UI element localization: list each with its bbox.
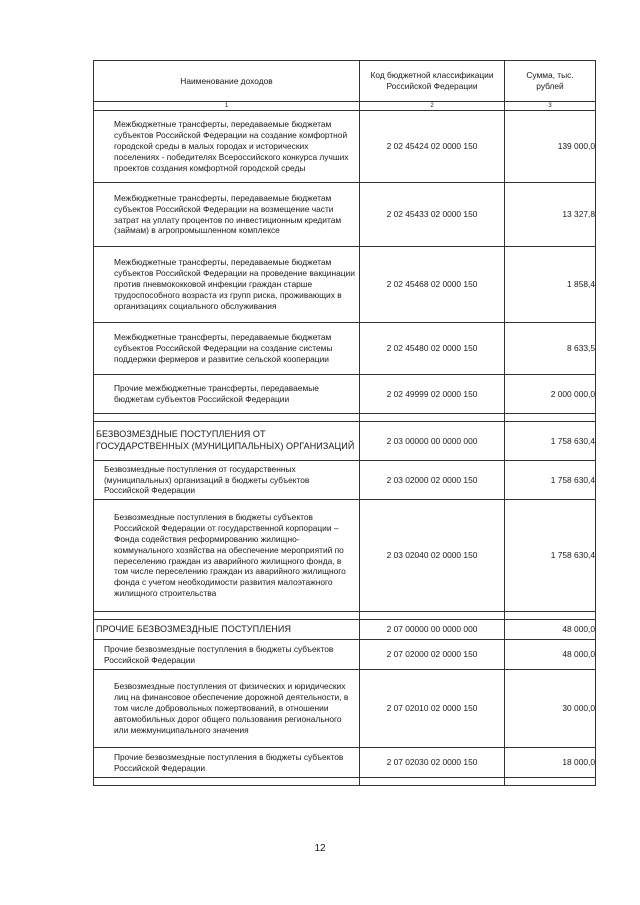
row-name: Безвозмездные поступления от государственных (муниципальных) организаций в бюджеты субъектов Российской Федерации: [94, 461, 360, 500]
page-number: 12: [314, 843, 326, 854]
table-row: [94, 748, 596, 778]
table-row: [94, 461, 596, 500]
row-sum: 18 000,0: [505, 748, 596, 778]
header-name: Наименование доходов: [94, 61, 360, 102]
row-code: 2 07 00000 00 0000 000: [360, 620, 505, 640]
revenue-table: [93, 60, 596, 786]
table-row: [94, 670, 596, 748]
table-row: [94, 620, 596, 640]
table-header-row: [94, 61, 596, 102]
row-code: 2 07 02000 02 0000 150: [360, 640, 505, 670]
row-code: 2 03 02040 02 0000 150: [360, 500, 505, 612]
row-name: Прочие межбюджетные трансферты, передаваемые бюджетам субъектов Российской Федерации: [94, 375, 360, 414]
row-sum: 1 758 630,4: [505, 500, 596, 612]
row-code: 2 02 45468 02 0000 150: [360, 247, 505, 323]
row-code: 2 02 45480 02 0000 150: [360, 323, 505, 375]
table-row: [94, 422, 596, 461]
column-number-row: [94, 102, 596, 111]
row-code: 2 03 02000 02 0000 150: [360, 461, 505, 500]
table-row: [94, 111, 596, 183]
row-name: ПРОЧИЕ БЕЗВОЗМЕЗДНЫЕ ПОСТУПЛЕНИЯ: [94, 620, 360, 640]
spacer-row: [94, 612, 596, 620]
row-code: 2 07 02010 02 0000 150: [360, 670, 505, 748]
header-code: Код бюджетной классификации Российской Федерации: [360, 61, 505, 102]
row-name: Прочие безвозмездные поступления в бюджеты субъектов Российской Федерации: [94, 640, 360, 670]
row-code: 2 02 45424 02 0000 150: [360, 111, 505, 183]
row-sum: 1 858,4: [505, 247, 596, 323]
row-sum: 2 000 000,0: [505, 375, 596, 414]
row-name: Межбюджетные трансферты, передаваемые бюджетам субъектов Российской Федерации на возмещение части затрат на уплату процентов по инвестиционным кредитам (займам) в агропромышленном комплексе: [94, 183, 360, 247]
column-number: 1: [94, 102, 360, 111]
row-code: 2 02 45433 02 0000 150: [360, 183, 505, 247]
row-name: Межбюджетные трансферты, передаваемые бюджетам субъектов Российской Федерации на создание системы поддержки фермеров и развитие сельской кооперации: [94, 323, 360, 375]
spacer-row: [94, 778, 596, 786]
row-name: Безвозмездные поступления от физических и юридических лиц на финансовое обеспечение дорожной деятельности, в том числе добровольных пожертвований, в отношении автомобильных дорог общего пользования регионального или межмуниципального значения: [94, 670, 360, 748]
row-sum: 1 758 630,4: [505, 461, 596, 500]
row-sum: 48 000,0: [505, 620, 596, 640]
table-row: [94, 375, 596, 414]
row-name: Прочие безвозмездные поступления в бюджеты субъектов Российской Федерации: [94, 748, 360, 778]
table-row: [94, 323, 596, 375]
table-row: [94, 500, 596, 612]
column-number: 3: [505, 102, 596, 111]
column-number: 2: [360, 102, 505, 111]
row-sum: 139 000,0: [505, 111, 596, 183]
row-name: Безвозмездные поступления в бюджеты субъектов Российской Федерации от государственной корпорации – Фонда содействия реформированию жилищно-коммунального хозяйства на обеспечение мероприятий по переселению граждан из аварийного жилищного фонда, в том числе переселению граждан из аварийного жилищного фонда с учетом необходимости развития малоэтажного жилищного строительства: [94, 500, 360, 612]
spacer-row: [94, 414, 596, 422]
row-code: 2 07 02030 02 0000 150: [360, 748, 505, 778]
table-row: [94, 247, 596, 323]
row-name: БЕЗВОЗМЕЗДНЫЕ ПОСТУПЛЕНИЯ ОТ ГОСУДАРСТВЕННЫХ (МУНИЦИПАЛЬНЫХ) ОРГАНИЗАЦИЙ: [94, 422, 360, 461]
row-sum: 1 758 630,4: [505, 422, 596, 461]
table-row: [94, 183, 596, 247]
row-code: 2 02 49999 02 0000 150: [360, 375, 505, 414]
row-sum: 8 633,5: [505, 323, 596, 375]
row-sum: 13 327,8: [505, 183, 596, 247]
row-sum: 30 000,0: [505, 670, 596, 748]
row-name: Межбюджетные трансферты, передаваемые бюджетам субъектов Российской Федерации на создание комфортной городской среды в малых городах и исторических поселениях - победителях Всероссийского конкурса лучших проектов создания комфортной городской среды: [94, 111, 360, 183]
header-sum: Сумма, тыс. рублей: [505, 61, 596, 102]
row-code: 2 03 00000 00 0000 000: [360, 422, 505, 461]
row-name: Межбюджетные трансферты, передаваемые бюджетам субъектов Российской Федерации на проведение вакцинации против пневмококковой инфекции граждан старше трудоспособного возраста из групп риска, проживающих в организациях социального обслуживания: [94, 247, 360, 323]
table-row: [94, 640, 596, 670]
row-sum: 48 000,0: [505, 640, 596, 670]
